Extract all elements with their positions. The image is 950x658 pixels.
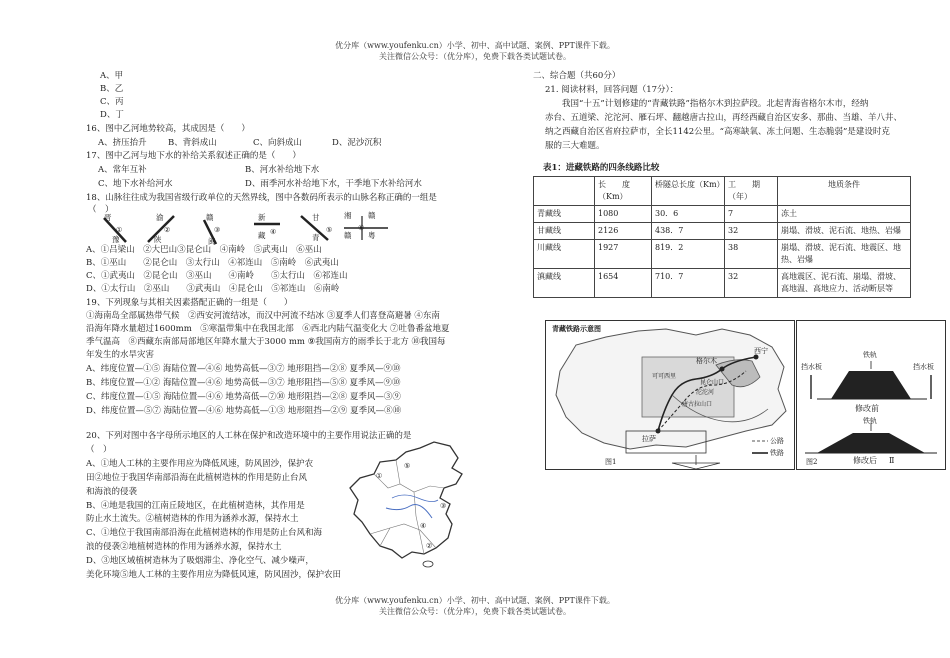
fig1-map-drawing: [546, 321, 794, 469]
footer-line-2: 关注微信公众号：（优分库），免费下载各类试题试卷。: [379, 607, 571, 616]
q18-num-5: ⑤: [326, 226, 333, 234]
q18-label-shan: 陕: [154, 235, 162, 244]
fig1-caption: 图1: [605, 458, 617, 466]
table-header-1: 长 度（Km）: [595, 177, 652, 206]
q20-option-a-3: 和海浪的侵袭: [86, 487, 138, 497]
table-cell: 38: [725, 240, 778, 269]
table-cell: 川藏线: [534, 240, 595, 269]
table-row: [534, 240, 911, 269]
q18-label-gan3: 赣: [368, 211, 376, 220]
q19-body-4: 年发生的水旱灾害: [86, 350, 155, 360]
q15-option-a: A、甲: [100, 71, 124, 81]
table-row: [534, 206, 911, 223]
q18-label-min: 闽: [208, 237, 216, 246]
china-map-figure: [340, 438, 472, 572]
q15-option-c: C、丙: [100, 97, 124, 107]
q21-stem: 21. 阅读材料，回答问题（17分）：: [545, 85, 679, 95]
q16-option-d: D、泥沙沉积: [332, 138, 382, 148]
table-header-2: 桥隧总长度（Km）: [652, 177, 725, 206]
fig1-legend-road: 公路: [770, 437, 784, 445]
fig1-legend-rail: 铁路: [770, 449, 784, 457]
q20-paren: （ ）: [86, 445, 112, 455]
q15-option-b: B、乙: [100, 84, 124, 94]
header-line-1: 优分库（www.youfenku.cn）小学、初中、高中试题、案例、PPT课件下载。: [335, 41, 615, 50]
fig2-rail-label-bottom: 铁轨: [863, 417, 877, 425]
fig2-drawing: [797, 321, 945, 469]
q20-stem: 20、下列对图中各字母所示地区的人工林在保护和改造环境中的主要作用说法正确的是: [86, 431, 412, 441]
fig2-after: 修改后: [853, 456, 877, 465]
q18-option-d: D、①太行山 ②巫山 ③武夷山 ④昆仑山 ⑤祁连山 ⑥南岭: [86, 284, 340, 294]
table-caption: 表1：进藏铁路的四条线路比较: [543, 163, 660, 173]
table-cell: 1927: [595, 240, 652, 269]
table-cell: 710．7: [652, 269, 725, 298]
q19-body-2: 沿海年降水量超过1600mm ⑤寒温带集中在我国北部 ⑥西北内陆气温变化大 ⑦吐鲁番盆地夏: [86, 324, 450, 334]
footer-line-1: 优分库（www.youfenku.cn）小学、初中、高中试题、案例、PPT课件下载。: [335, 596, 615, 605]
q17-stem: 17、图中乙河与地下水的补给关系叙述正确的是（ ）: [86, 151, 301, 161]
q15-option-d: D、丁: [100, 110, 124, 120]
q20-option-c-1: C、①地位于我国南部沿海在此植树造林的作用是防止台风和海: [86, 528, 323, 538]
table-cell: 2126: [595, 223, 652, 240]
q20-option-c-2: 浪的侵袭②地植树造林的作用为涵养水源，保持水土: [86, 542, 282, 552]
q18-label-gan2: 甘: [312, 213, 320, 222]
q19-option-c: C、纬度位置—①⑤ 海陆位置—④⑥ 地势高低—⑦⑩ 地形阻挡—②⑧ 夏季风—③⑨: [86, 392, 401, 402]
table-cell: 崩塌、滑坡、泥石流、地震区、地热、岩爆: [778, 240, 911, 269]
table-cell: 甘藏线: [534, 223, 595, 240]
q17-option-d: D、雨季河水补给地下水，干季地下水补给河水: [245, 179, 422, 189]
q18-num-4: ④: [270, 228, 277, 236]
q16-option-c: C、向斜成山: [253, 138, 303, 148]
header-line-2: 关注微信公众号：（优分库），免费下载各类试题试卷。: [379, 52, 571, 61]
q18-stem: 18、山脉往往成为我国省级行政单位的天然界线，图中各数码所表示的山脉名称正确的一组是: [86, 193, 437, 203]
q18-option-a: A、①吕梁山 ②大巴山③昆仑山 ④南岭 ⑤武夷山 ⑥巫山: [86, 245, 322, 255]
table-cell: 30．6: [652, 206, 725, 223]
q20-option-d-2: 美化环境⑤地人工林的主要作用应为降低风速，防风固沙，保护农田: [86, 570, 342, 580]
q18-num-6: ⑥: [358, 224, 365, 232]
fig1-title: 青藏铁路示意图: [552, 324, 601, 333]
q18-label-yu2: 渝: [156, 213, 164, 222]
table-cell: 32: [725, 269, 778, 298]
map-num-5: ⑤: [404, 462, 411, 470]
fig2-embankment: [796, 320, 946, 470]
q20-option-a-1: A、①地人工林的主要作用应为降低风速，防风固沙，保护农: [86, 459, 314, 469]
table-row: [534, 269, 911, 298]
q20-option-d-1: D、③地区域植树造林为了吸烟滞尘、净化空气、减少噪声，: [86, 556, 314, 566]
table-header-0: [534, 177, 595, 206]
q16-option-b: B、背斜成山: [168, 138, 217, 148]
fig1-city-lhasa: 拉萨: [642, 435, 656, 443]
table-cell: 438．7: [652, 223, 725, 240]
fig2-before: 修改前: [855, 404, 879, 413]
q19-stem: 19、下列现象与其相关因素搭配正确的一组是（ ）: [86, 298, 293, 308]
q21-para-4: 服的三大难题。: [545, 141, 605, 151]
q18-label-xin: 新: [258, 213, 266, 222]
fig1-city-golmud: 格尔木: [696, 357, 717, 365]
table-header-3: 工 期（年）: [725, 177, 778, 206]
q19-option-d: D、纬度位置—⑤⑦ 海陆位置—④⑥ 地势高低—①③ 地形阻挡—②⑨ 夏季风—⑧⑩: [86, 406, 402, 416]
q18-label-yu: 豫: [112, 235, 120, 244]
q19-body-1: ①海南岛全部属热带气候 ②西安河流结冰，而汉中河流不结冰 ③夏季人们喜登高避暑 ④东南: [86, 311, 440, 321]
q19-option-b: B、纬度位置—①② 海陆位置—④⑥ 地势高低—③⑦ 地形阻挡—⑤⑧ 夏季风—⑨⑩: [86, 378, 401, 388]
part2-title: 二、综合题（共60分）: [533, 71, 621, 81]
q18-label-gui: 赣: [344, 231, 352, 240]
table-cell: 冻土: [778, 206, 911, 223]
table-cell: 青藏线: [534, 206, 595, 223]
fig2-after-suffix: Ⅱ: [889, 456, 895, 465]
route-comparison-table: [533, 176, 911, 298]
q17-option-c: C、地下水补给河水: [98, 179, 173, 189]
fig1-railway-map: [545, 320, 795, 470]
q19-body-3: 季气温高 ⑧西藏东南部局部地区年降水量大于3000 mm ⑨我国南方的雨季长于北方 ⑩我国每: [86, 337, 446, 347]
fig2-barrier-right: 挡水板: [913, 363, 934, 371]
table-cell: 崩塌、滑坡、泥石流、地热、岩爆: [778, 223, 911, 240]
map-num-3: ③: [440, 502, 447, 510]
fig2-caption: 图2: [806, 458, 818, 466]
map-num-2: ②: [426, 542, 433, 550]
q21-para-3: 纳之西藏自治区省府拉萨市，全长1142公里。“高寒缺氧、冻土问题、生态脆弱”是建设时克: [545, 127, 890, 137]
q19-option-a: A、纬度位置—①⑤ 海陆位置—④⑥ 地势高低—③⑦ 地形阻挡—②⑧ 夏季风—⑨⑩: [86, 364, 401, 374]
q20-option-b-1: B、④地是我国的江南丘陵地区，在此植树造林，其作用是: [86, 501, 305, 511]
table-header-row: [534, 177, 911, 206]
q17-option-b: B、河水补给地下水: [245, 165, 320, 175]
q21-para-1: 我国“十五”计划修建的“青藏铁路”指格尔木到拉萨段。北起青海省格尔木市，经纳: [562, 99, 869, 109]
q18-option-c: C、①武夷山 ②昆仑山 ③巫山 ④南岭 ⑤太行山 ⑥祁连山: [86, 271, 348, 281]
q18-num-3: ③: [214, 226, 221, 234]
q20-option-a-2: 田②地位于我国华南部沿海在此植树造林的作用是防止台风: [86, 473, 308, 483]
table-header-4: 地质条件: [778, 177, 911, 206]
q16-stem: 16、图中乙河地势较高，其成因是（ ）: [86, 124, 250, 134]
q18-label-zang: 藏: [258, 231, 266, 240]
table-cell: 819．2: [652, 240, 725, 269]
q18-label-gan: 赣: [206, 213, 214, 222]
map-num-1: ①: [376, 472, 383, 480]
map-num-4: ④: [420, 522, 427, 530]
q18-option-b: B、①巫山 ②昆仑山 ③太行山 ④祁连山 ⑤南岭 ⑥武夷山: [86, 258, 339, 268]
table-cell: 1080: [595, 206, 652, 223]
q18-label-jin: 晋: [104, 213, 112, 222]
table-cell: 7: [725, 206, 778, 223]
fig2-rail-label-top: 铁轨: [863, 351, 877, 359]
q18-num-1: ①: [116, 226, 123, 234]
q18-num-2: ②: [164, 226, 171, 234]
q17-option-a: A、常年互补: [98, 165, 147, 175]
table-cell: 32: [725, 223, 778, 240]
table-cell: 滇藏线: [534, 269, 595, 298]
fig1-label-hoh-xil: 可可西里: [652, 373, 677, 380]
q20-option-b-2: 防止水土流失。②植树造林的作用为涵养水源，保持水土: [86, 514, 299, 524]
q16-option-a: A、挤压抬升: [98, 138, 147, 148]
q18-label-qing: 青: [312, 233, 320, 242]
table-cell: 高地震区、泥石流、崩塌、滑坡、高地温、高地应力、活动断层等: [778, 269, 911, 298]
q18-label-xiang: 湘: [344, 211, 352, 220]
q21-para-2: 赤台、五道梁、沱沱河、雁石坪、翻越唐古拉山，再经西藏自治区安多、那曲、当雄、羊八井、: [545, 113, 903, 123]
q18-paren: （ ）: [88, 205, 114, 215]
fig1-label-tuotuo: 沱沱河: [696, 389, 715, 396]
fig1-city-xining: 西宁: [754, 347, 768, 355]
fig1-label-kunlun: 昆仑山口: [700, 379, 725, 386]
fig2-barrier-left: 挡水板: [801, 363, 822, 371]
fig1-label-tanggula: 唐古拉山口: [682, 401, 713, 408]
q18-label-yue: 粤: [368, 231, 376, 240]
table-cell: 1654: [595, 269, 652, 298]
table-row: [534, 223, 911, 240]
